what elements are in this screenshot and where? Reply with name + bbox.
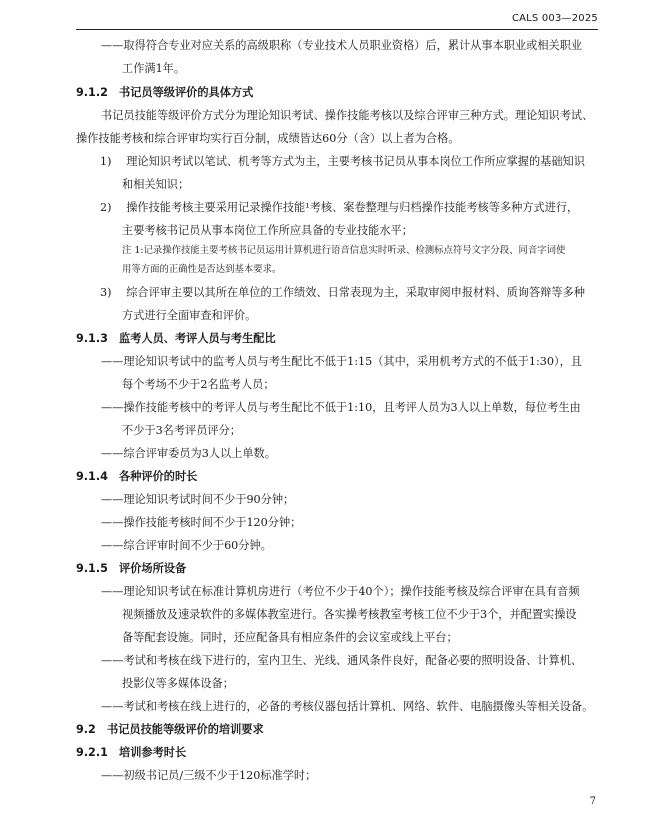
section-heading: 9.1.3 监考人员、考评人员与考生配比 [76,332,276,345]
text-line: 投影仪等多媒体设备； [122,677,234,690]
text-line: 书记员技能等级评价方式分为理论知识考试、操作技能考核以及综合评审三种方式。理论知识考试、 [101,109,594,122]
text-line: 不少于3名考评员评分； [122,424,241,437]
section-heading: 9.1.2 书记员等级评价的具体方式 [76,86,254,99]
text-line: ——理论知识考试时间不少于90分钟； [101,493,295,506]
text-line: ——初级书记员/三级不少于120标准学时； [101,769,317,782]
header-rule [76,29,598,30]
note-line: 用等方面的正确性是否达到基本要求。 [122,264,282,275]
text-line: ——考试和考核在线上进行的，必备的考核仪器包括计算机、网络、软件、电脑摄像头等相关设备。 [101,700,594,713]
section-heading: 9.1.5 评价场所设备 [76,562,187,575]
text-line: ——理论知识考试在标准计算机房进行（考位不少于40个）；操作技能考核及综合评审在具有音频 [101,585,580,598]
section-heading: 9.2 书记员技能等级评价的培训要求 [76,723,264,736]
text-line: 操作技能考核和综合评审均实行百分制，成绩皆达60分（含）以上者为合格。 [76,132,460,145]
text-line: ——理论知识考试中的监考人员与考生配比不低于1:15（其中，采用机考方式的不低于1:30），且 [101,355,582,368]
text-line: ——操作技能考核中的考评人员与考生配比不低于1:10，且考评人员为3人以上单数，每位考生由 [101,401,581,414]
text-line: 每个考场不少于2名监考人员； [122,378,275,391]
text-line: 视频播放及速录软件的多媒体教室进行。各实操考核教室考核工位不少于3个，并配置实操设 [122,608,577,621]
text-line: 方式进行全面审查和评价。 [122,309,257,322]
section-heading: 9.1.4 各种评价的时长 [76,470,198,483]
page-number: 7 [589,796,596,807]
note-line: 注 1:记录操作技能主要考核书记员运用计算机进行语音信息实时听录、检测标点符号文字分段、同音字词使 [122,245,566,256]
text-line: ——取得符合专业对应关系的高级职称（专业技术人员职业资格）后，累计从事本职业或相关职业 [101,39,583,52]
text-line: 主要考核书记员从事本岗位工作所应具备的专业技能水平； [122,224,413,237]
text-line: 3) 综合评审主要以其所在单位的工作绩效、日常表现为主，采取审阅申报材料、质询答辩等多种 [100,286,585,299]
text-line: ——综合评审委员为3人以上单数。 [101,447,276,460]
text-line: ——考试和考核在线下进行的，室内卫生、光线、通风条件良好，配备必要的照明设备、计算机、 [101,654,583,667]
document-code-header: CALS 003—2025 [511,13,598,24]
text-line: ——综合评审时间不少于60分钟。 [101,539,272,552]
text-line: ——操作技能考核时间不少于120分钟； [101,516,302,529]
text-line: 和相关知识； [122,178,190,191]
text-line: 2) 操作技能考核主要采用记录操作技能¹考核、案卷整理与归档操作技能考核等多种方式进行， [100,201,579,214]
section-heading: 9.2.1 培训参考时长 [76,746,187,759]
text-line: 1) 理论知识考试以笔试、机考等方式为主，主要考核书记员从事本岗位工作所应掌握的基础知识 [100,155,585,168]
text-line: 工作满1年。 [122,62,186,75]
text-line: 备等配套设施。同时，还应配备具有相应条件的会议室或线上平台； [122,631,458,644]
